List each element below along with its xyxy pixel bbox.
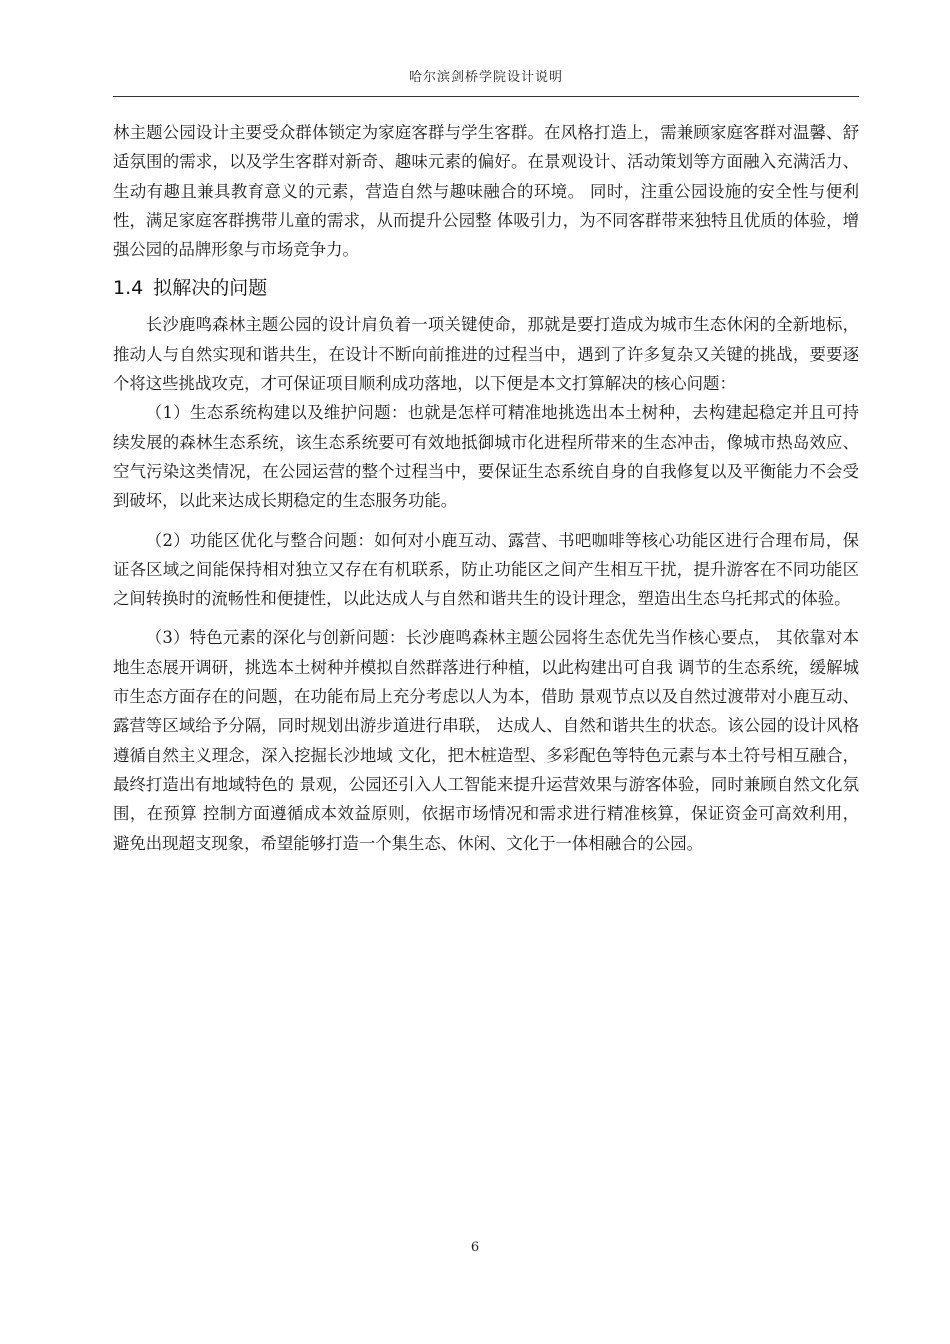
problem-item-2: （2）功能区优化与整合问题：如何对小鹿互动、露营、书吧咖啡等核心功能区进行合理布局，保证各区域之间能保持相对独立又存在有机联系，防止功能区之间产生相互干扰，提升游客在不同功能区之间转换时的流畅性和便捷性，以此达成人与自然和谐共生的设计理念，塑造出生态乌托邦式的体验。 — [113, 530, 859, 609]
document-body — [113, 118, 859, 858]
problem-item-1: （1）生态系统构建以及维护问题：也就是怎样可精准地挑选出本土树种，去构建起稳定并且可持续发展的森林生态系统，该生态系统要可有效地抵御城市化进程所带来的生态冲击，像城市热岛效应、空气污染这类情况，在公园运营的整个过程当中，要保证生态系统自身的自我修复以及平衡能力不会受到破坏，以此来达成长期稳定的生态服务功能。 — [113, 403, 859, 511]
header-divider — [113, 96, 859, 97]
page-number: 6 — [470, 1240, 480, 1255]
lead-paragraph: 长沙鹿鸣森林主题公园的设计肩负着一项关键使命，那就是要打造成为城市生态休闲的全新地标，推动人与自然实现和谐共生，在设计不断向前推进的过程当中，遇到了许多复杂又关键的挑战，要要逐个将这些挑战攻克，才可保证项目顺利成功落地，以下便是本文打算解决的核心问题： — [113, 315, 859, 394]
section-title: 拟解决的问题 — [153, 277, 268, 300]
problem-item-3: （3）特色元素的深化与创新问题：长沙鹿鸣森林主题公园将生态优先当作核心要点， 其依靠对本地生态展开调研，挑选本土树种并模拟自然群落进行种植，以此构建出可自我 调节的生态系统，缓解城市生态方面存在的问题，在功能布局上充分考虑以人为本，借助 景观节点以及自然过渡带对小鹿互动、露营等区域给予分隔，同时规划出游步道进行串联， 达成人、自然和谐共生的状态。该公园的设计风格遵循自然主义理念，深入挖掘长沙地域 文化，把木桩造型、多彩配色等特色元素与本土符号相互融合，最终打造出有地域特色的 景观，公园还引入人工智能来提升运营效果与游客体验，同时兼顾自然文化氛围，在预算 控制方面遵循成本效益原则，依据市场情况和需求进行精准核算，保证资金可高效利用， 避免出现超支现象，希望能够打造一个集生态、休闲、文化于一体相融合的公园。 — [113, 628, 859, 853]
section-number: 1.4 — [113, 277, 144, 300]
running-header: 哈尔滨剑桥学院设计说明 — [408, 70, 563, 85]
section-heading — [113, 274, 859, 302]
intro-paragraph: 林主题公园设计主要受众群体锁定为家庭客群与学生客群。在风格打造上，需兼顾家庭客群对温馨、舒适氛围的需求，以及学生客群对新奇、趣味元素的偏好。在景观设计、活动策划等方面融入充满活力、生动有趣且兼具教育意义的元素，营造自然与趣味融合的环境。 同时，注重公园设施的安全性与便利性，满足家庭客群携带儿童的需求，从而提升公园整 体吸引力，为不同客群带来独特且优质的体验，增强公园的品牌形象与市场竞争力。 — [113, 123, 859, 260]
